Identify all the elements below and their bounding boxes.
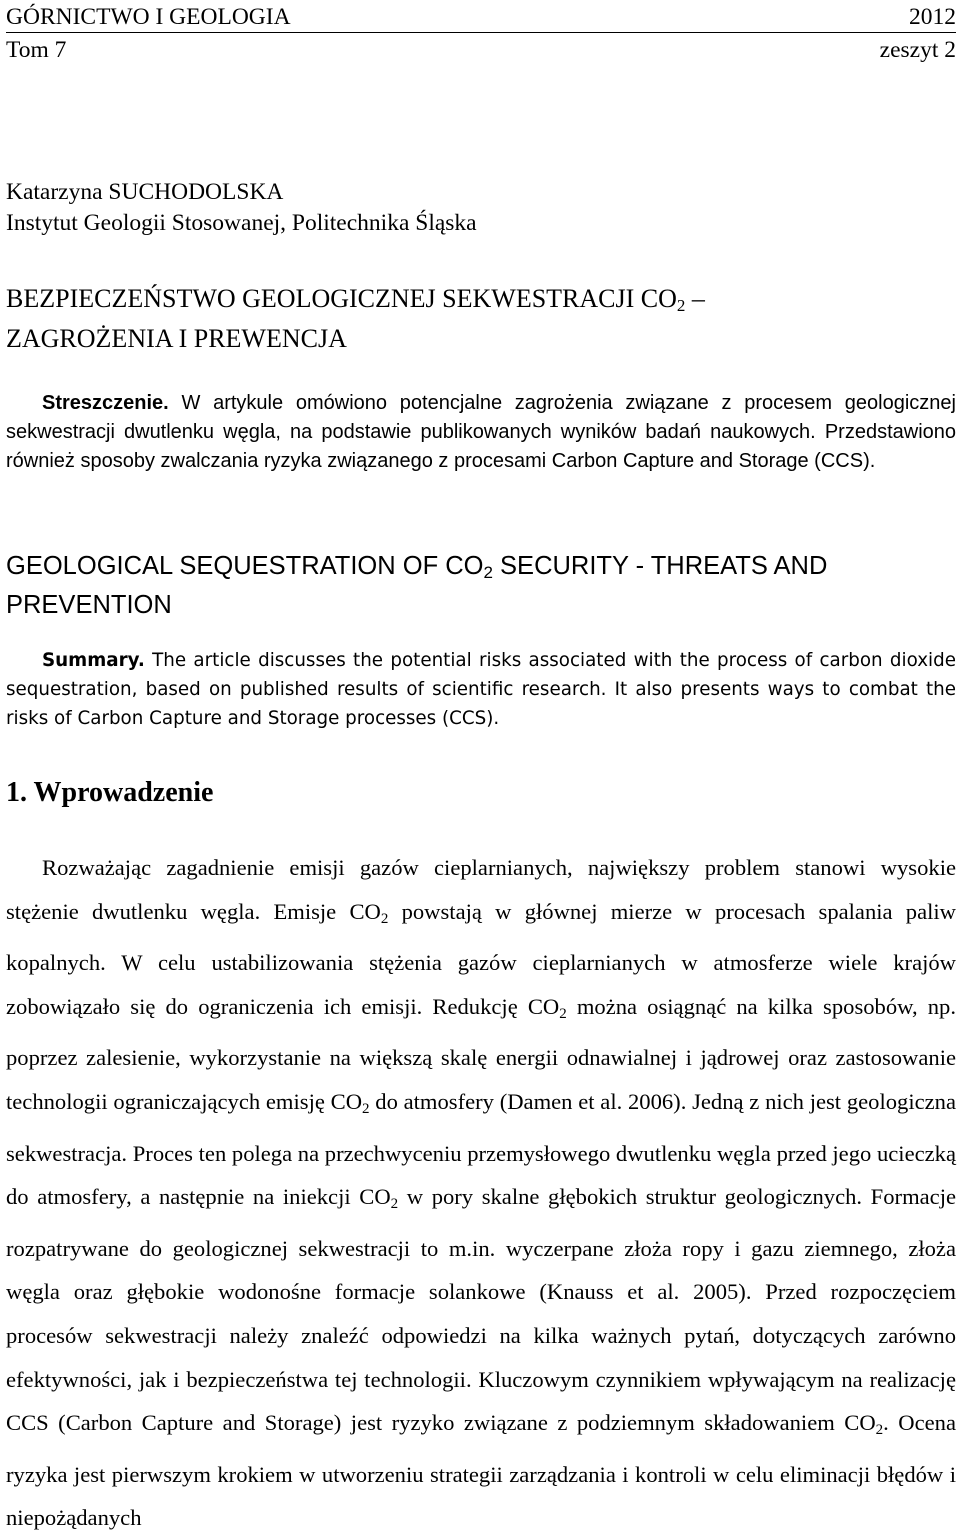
- running-header-top: [6, 3, 956, 33]
- author-name: Katarzyna SUCHODOLSKA: [6, 179, 284, 205]
- section-body-text: Rozważając zagadnienie emisji gazów cieplarnianych, największy problem stanowi wysokie stężenie dwutlenku węgla. Emisje $CO_2$ powstają w głównej mierze w procesach spalania paliw kopalnych. W celu ustabilizowania stężenia gazów cieplarnianych w atmosferze wiele krajów zobowiązało się do ograniczenia ich emisji. Redukcję $CO_2$ można osiągnąć na kilka sposobów, np. poprzez zalesienie, wykorzystanie na większą skalę energii odnawialnej i jądrowej oraz zastosowanie technologii ograniczających emisję $CO_2$ do atmosfery (Damen et al. 2006). Jedną z nich jest geologiczna sekwestracja. Proces ten polega na przechwyceniu przemysłowego dwutlenku węgla przed jego ucieczką do atmosfery, a następnie na iniekcji $CO_2$ w pory skalne głębokich struktur geologicznych. Formacje rozpatrywane do geologicznej sekwestracji to m.in. wyczerpane złoża ropy i gazu ziemnego, złoża węgla oraz głębokie wodonośne formacje solankowe (Knauss et al. 2005). Przed rozpoczęciem procesów sekwestracji należy znaleźć odpowiedzi na kilka ważnych pytań, dotyczących zarówno efektywności, jak i bezpieczeństwa tej technologii. Kluczowym czynnikiem wpływającym na realizację CCS (Carbon Capture and Storage) jest ryzyko związane z podziemnym składowaniem $CO_2$. Ocena ryzyka jest pierwszym krokiem w utworzeniu strategii zarządzania i kontroli w celu eliminacji błędów i niepożądanych: [6, 855, 957, 1531]
- journal-issue: zeszyt 2: [879, 37, 956, 63]
- subscript: 2: [676, 296, 686, 315]
- author-affiliation: Instytut Geologii Stosowanej, Politechnika Śląska: [6, 210, 477, 236]
- section-heading: 1. Wprowadzenie: [6, 777, 214, 808]
- title-pl-line-2: ZAGROŻENIA I PREWENCJA: [6, 324, 347, 353]
- subscript: 2: [362, 1100, 370, 1117]
- summary-english: [6, 646, 956, 733]
- journal-year: 2012: [909, 4, 956, 30]
- paper-title-polish: [6, 282, 956, 355]
- author-block: [6, 177, 477, 239]
- journal-volume: Tom 7: [6, 37, 67, 63]
- abstract-text: W artykule omówiono potencjalne zagrożenia związane z procesem geologicznej sekwestracji dwutlenku węgla, na podstawie publikowanych wyników badań naukowych. Przedstawiono również sposoby zwalczania ryzyka związanego z procesami Carbon Capture and Storage (CCS).: [6, 392, 956, 472]
- summary-text: The article discusses the potential risks associated with the process of carbon dioxide sequestration, based on published results of scientific research. It also presents ways to combat the risks of Carbon Capture and Storage processes (CCS).: [6, 650, 956, 729]
- title-pl-line-1: BEZPIECZEŃSTWO GEOLOGICZNEJ SEKWESTRACJI $CO_2$ –: [6, 284, 705, 315]
- subscript: 2: [483, 563, 493, 582]
- journal-name: GÓRNICTWO I GEOLOGIA: [6, 4, 291, 30]
- subscript: 2: [875, 1422, 884, 1439]
- running-header-bottom: [6, 36, 956, 64]
- abstract-polish: [6, 389, 956, 476]
- summary-label: Summary.: [42, 650, 145, 671]
- subscript: 2: [380, 910, 389, 927]
- subscript: 2: [559, 1005, 567, 1022]
- paper-title-english: GEOLOGICAL SEQUESTRATION OF $CO_2$ SECURITY - THREATS AND PREVENTION: [6, 552, 828, 619]
- subscript: 2: [390, 1196, 399, 1213]
- abstract-label: Streszczenie.: [42, 392, 169, 414]
